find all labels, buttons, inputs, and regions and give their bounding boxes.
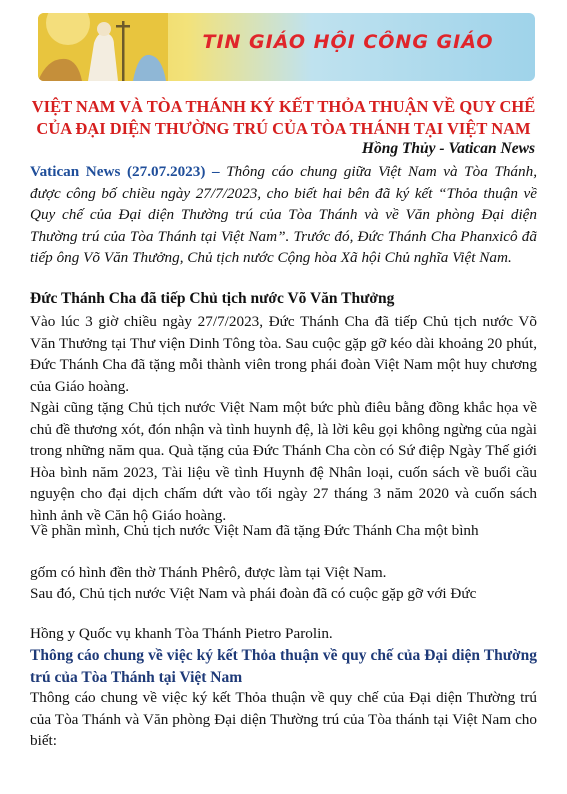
- article-headline: VIỆT NAM VÀ TÒA THÁNH KÝ KẾT THỎA THUẬN VỀ QUY CHẾ CỦA ĐẠI DIỆN THƯỜNG TRÚ CỦA TÒA THÁNH TẠI VIỆT NAM: [31, 97, 536, 138]
- paragraph-4a: Sau đó, Chủ tịch nước Việt Nam và phái đoàn đã có cuộc gặp gỡ với Đức: [30, 585, 477, 602]
- paragraph-2: Ngài cũng tặng Chủ tịch nước Việt Nam một bức phù điêu bằng đồng khắc họa về chủ đề thương xót, đón nhận và tình huynh đệ, là lời kêu gọi không ngừng của ngài trong những năm qua. Quà tặng của Đức Thánh Cha còn có Sứ điệp Ngày Thế giới Hòa bình năm 2023, Tài liệu về tình Huynh đệ Nhân loại, cuốn sách về buổi cầu nguyện cho đại dịch chấm dứt vào tối ngày 27 tháng 3 năm 2020 và cuốn sách hình ảnh về Căn hộ Giáo hoàng.: [30, 399, 537, 524]
- lede-text: Thông cáo chung giữa Việt Nam và Tòa Thánh, được công bố chiều ngày 27/7/2023, cho biết hai bên đã ký kết “Thỏa thuận về Quy chế của Đại diện Thường trú của Tòa Thánh và về Văn phòng Đại diện Thường trú của Tòa Thánh tại Việt Nam”. Trước đó, Đức Thánh Cha Phanxicô đã tiếp ông Võ Văn Thưởng, Chủ tịch nước Cộng hòa Xã hội Chủ nghĩa Việt Nam.: [30, 163, 537, 266]
- header-banner: [38, 13, 535, 81]
- lede-paragraph: [30, 161, 537, 269]
- banner-title: TIN GIÁO HỘI CÔNG GIÁO: [202, 31, 494, 53]
- paragraph-4b: Hồng y Quốc vụ khanh Tòa Thánh Pietro Parolin.: [30, 625, 333, 642]
- paragraph-3b: gốm có hình đền thờ Thánh Phêrô, được làm tại Việt Nam.: [30, 564, 387, 581]
- paragraph-5: Thông cáo chung về việc ký kết Thỏa thuận về quy chế của Đại diện Thường trú của Tòa Thánh và Văn phòng Đại diện Thường trú của Tòa thánh tại Việt Nam cho biết:: [30, 689, 537, 749]
- article-author: Hồng Thủy - Vatican News: [361, 140, 535, 157]
- paragraph-1: Vào lúc 3 giờ chiều ngày 27/7/2023, Đức Thánh Cha đã tiếp Chủ tịch nước Võ Văn Thưởng tại Thư viện Dinh Tông tòa. Sau cuộc gặp gỡ kéo dài khoảng 20 phút, Đức Thánh Cha đã tặng mỗi thành viên trong phái đoàn Việt Nam một huy chương của Giáo hoàng.: [30, 313, 537, 395]
- section-heading-communique: Thông cáo chung về việc ký kết Thỏa thuận về quy chế của Đại diện Thường trú của Tòa Thánh tại Việt Nam: [30, 647, 537, 686]
- pope-silhouette-illustration: [38, 13, 168, 81]
- source-label: Vatican News (27.07.2023) –: [30, 163, 220, 180]
- paragraph-3a: Về phần mình, Chủ tịch nước Việt Nam đã tặng Đức Thánh Cha một bình: [30, 522, 479, 539]
- section-heading-meeting: Đức Thánh Cha đã tiếp Chủ tịch nước Võ Văn Thưởng: [30, 290, 395, 307]
